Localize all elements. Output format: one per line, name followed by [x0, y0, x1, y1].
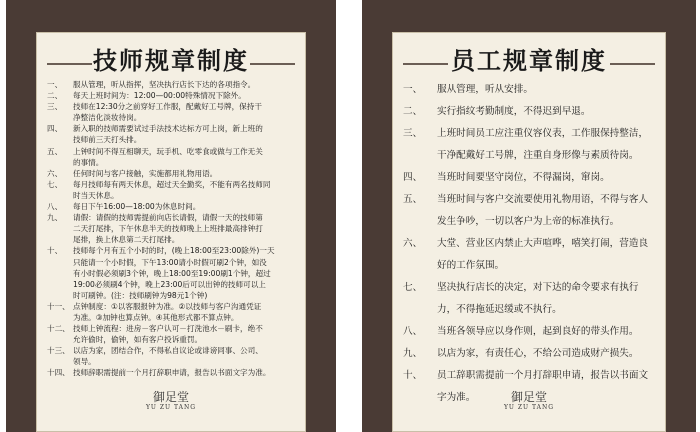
rule-item — [403, 233, 655, 277]
rule-text — [73, 323, 295, 345]
rule-number: 十、 — [47, 246, 63, 256]
rule-number: 九、 — [403, 348, 423, 359]
rule-number: 三、 — [403, 128, 423, 139]
rule-number: 十、 — [403, 370, 423, 381]
rule-line: 技师前三天打头排。 — [73, 135, 142, 145]
rule-text — [73, 101, 295, 123]
rules-paper — [392, 32, 666, 432]
rule-line: 力，不得拖延迟缓或不执行。 — [437, 304, 562, 315]
rule-line: 二天打尾排，下午休息半天的技师晚上上班排最高排钟打 — [73, 224, 263, 234]
rule-line: 干净配戴好工号牌，注重自身形像与素质待岗。 — [437, 150, 639, 161]
rule-item — [403, 79, 655, 101]
rule-line: 新入职的技师需要试过手法技术达标方可上岗，新上班的 — [73, 124, 263, 134]
rule-text — [73, 79, 295, 90]
rule-item — [47, 101, 295, 123]
rule-line: 的事情。 — [73, 157, 104, 167]
rule-line: 字为准。 — [437, 392, 476, 403]
rule-number: 六、 — [403, 238, 423, 249]
rule-line: 服从管理，听从指挥，坚决执行店长下达的各项指令。 — [73, 80, 256, 89]
rule-number: 四、 — [403, 172, 423, 183]
rule-line: 员工辞职需提前一个月打辞职申请，报告以书面文 — [437, 370, 649, 381]
rule-number: 七、 — [47, 179, 63, 189]
rule-item — [47, 168, 295, 179]
rule-number: 八、 — [403, 326, 423, 337]
rule-line: 以店为家，有责任心，不给公司造成财产损失。 — [437, 348, 639, 359]
rule-line: 19:00必须刷4个钟，晚上23:00后可以出钟的技师可以上 — [73, 279, 266, 289]
rule-text — [73, 146, 295, 168]
rule-line: 时可刷钟。(注：技师刷钟为98元1个钟) — [73, 290, 208, 300]
rule-line: 技师辞职需提前一个月打辞职申请，报告以书面文字为准。 — [73, 368, 271, 378]
logo-english: YU ZU TANG — [145, 404, 197, 411]
rule-line: 允许偷时，偷钟，如有客户投诉重罚。 — [73, 335, 203, 345]
rule-text — [73, 179, 295, 201]
rule-line: 坚决执行店长的决定，对下达的命令要求有执行 — [437, 282, 639, 293]
rule-number: 三、 — [47, 102, 63, 112]
rule-text — [73, 245, 295, 300]
rule-text — [437, 79, 655, 101]
rule-item — [403, 123, 655, 167]
rule-number: 十四、 — [47, 368, 70, 378]
rule-number: 六、 — [47, 168, 63, 178]
rule-line: 上钟时间不得互相聊天，玩手机、吃零食或做与工作无关 — [73, 146, 263, 156]
rule-item — [47, 367, 295, 378]
rule-item — [47, 79, 295, 90]
rule-number: 十一、 — [47, 301, 70, 311]
rule-line: 领导。 — [73, 357, 96, 367]
rule-line: 净整洁化淡妆待岗。 — [73, 113, 142, 123]
rule-line: 发生争吵，一切以客户为上帝的标准执行。 — [437, 216, 620, 227]
board-title: 技师规章制度 — [93, 46, 249, 75]
rule-line: 任何时间与客户接触，实施都用礼物用语。 — [73, 168, 218, 178]
rule-line: 技师在12:30分之前穿好工作服，配戴好工号牌，保持干 — [73, 102, 262, 112]
rule-line: 有小时假必须刷3个钟，晚上18:00至19:00刷1个钟，超过 — [73, 268, 271, 278]
rule-item — [47, 301, 295, 323]
rule-number: 十二、 — [47, 324, 70, 334]
rule-line: 技师上钟流程：进房－客户认可－打洗池水－刷卡，绝不 — [73, 324, 263, 334]
rule-line: 服从管理，听从安排。 — [437, 84, 533, 95]
rule-item — [47, 245, 295, 300]
logo-chinese: 御足堂 — [152, 390, 189, 404]
rule-number: 八、 — [47, 202, 63, 212]
rule-line: 请假：请假的技师需提前向店长请假，请假一天的技师第 — [73, 213, 263, 223]
rule-line: 当班时间与客户交流要使用礼物用语，不得与客人 — [437, 194, 649, 205]
rule-text — [437, 189, 655, 233]
rule-item — [403, 321, 655, 343]
rule-item — [47, 345, 295, 367]
rule-text — [73, 168, 295, 179]
rule-number: 一、 — [47, 80, 63, 89]
rule-text — [437, 343, 655, 365]
rule-item — [47, 323, 295, 345]
rule-line: 点钟制度：①以客服报钟为准。②以技师与客户沟通凭证 — [73, 301, 262, 311]
rule-text — [437, 233, 655, 277]
brand-logo — [393, 391, 665, 411]
rule-text — [73, 201, 295, 212]
rule-line: 好的工作氛围。 — [437, 260, 505, 271]
rules-list — [47, 79, 295, 379]
staff-rules-board — [362, 0, 696, 432]
rule-item — [403, 101, 655, 123]
rule-item — [47, 90, 295, 101]
rules-list — [403, 79, 655, 409]
rule-number: 七、 — [403, 282, 423, 293]
rule-line: 当班各领导应以身作则，起到良好的带头作用。 — [437, 326, 639, 337]
rule-item — [47, 123, 295, 145]
rule-item — [403, 343, 655, 365]
rules-paper — [36, 32, 306, 432]
rule-item — [47, 146, 295, 168]
rule-text — [437, 101, 655, 123]
rule-line: 实行指纹考勤制度，不得迟到早退。 — [437, 106, 591, 117]
rule-line: 大堂、营业区内禁止大声喧哗，嘻笑打闹，营造良 — [437, 238, 649, 249]
rule-line: 每月技师每有两天休息，超过天全勤奖，不能有两名技师同 — [73, 179, 271, 189]
brand-logo — [37, 391, 305, 411]
rule-text — [73, 90, 295, 101]
rule-number: 九、 — [47, 213, 63, 223]
rule-number: 二、 — [47, 91, 63, 101]
rule-line: 以店为家，团结合作，不得私自议论或诽谤同事、公司、 — [73, 346, 263, 356]
rule-text — [73, 123, 295, 145]
rule-item — [47, 212, 295, 245]
rule-text — [73, 212, 295, 245]
rule-line: 当班时间要坚守岗位，不得漏岗，窜岗。 — [437, 172, 610, 183]
rule-line: 时当天休息。 — [73, 190, 119, 200]
rule-item — [403, 277, 655, 321]
rule-item — [47, 201, 295, 212]
rule-text — [437, 123, 655, 167]
technician-rules-board — [6, 0, 336, 432]
rule-text — [437, 167, 655, 189]
board-title: 员工规章制度 — [451, 46, 607, 75]
rule-item — [47, 179, 295, 201]
rule-line: 上班时间员工应注重仪容仪表，工作服保持整洁， — [437, 128, 649, 139]
rule-line: 尾排，换上休息第二天打尾排。 — [73, 235, 180, 245]
rule-text — [73, 367, 295, 378]
rule-line: 每天上班时间为：12:00—00:00特殊情况下除外。 — [73, 91, 246, 101]
rule-number: 五、 — [47, 146, 63, 156]
rule-item — [403, 167, 655, 189]
rule-line: 只能请一个小时假，下午13:00请小时假可刷2个钟，如没 — [73, 257, 267, 267]
rule-number: 二、 — [403, 106, 423, 117]
rule-number: 一、 — [403, 84, 423, 95]
rule-number: 十三、 — [47, 346, 70, 356]
rule-line: 每日下午16:00—18:00为休息时间。 — [73, 202, 201, 212]
logo-chinese: 御足堂 — [510, 390, 547, 404]
rule-text — [73, 345, 295, 367]
logo-english: YU ZU TANG — [503, 404, 555, 411]
rule-number: 五、 — [403, 194, 423, 205]
rule-line: 为准。③加钟也算点钟。④其他形式都不算点钟。 — [73, 312, 239, 322]
rule-line: 技师每个月有五个小时的时，(晚上18:00至23:00除外)一天 — [73, 246, 275, 256]
rule-number: 四、 — [47, 124, 63, 134]
rule-item — [403, 189, 655, 233]
rule-text — [437, 277, 655, 321]
rule-text — [73, 301, 295, 323]
rule-text — [437, 321, 655, 343]
